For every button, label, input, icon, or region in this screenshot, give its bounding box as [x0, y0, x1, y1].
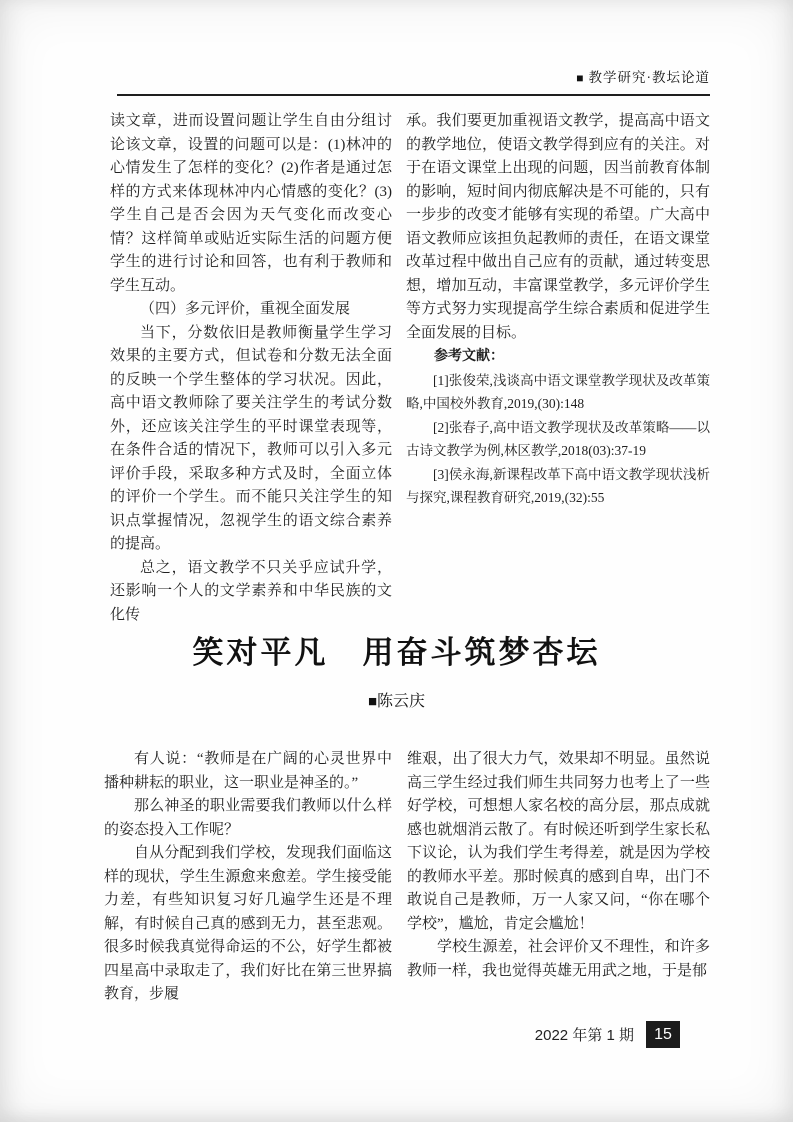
article1-body	[110, 110, 710, 627]
author-marker-square-icon: ■	[367, 694, 378, 710]
article1-paragraph: 承。我们要更加重视语文教学，提高高中语文的教学地位，使语文教学得到应有的关注。对于在语文课堂上出现的问题，因当前教育体制的影响，短时间内彻底解决是不可能的，只有一步步的改变才能够有实现的希望。广大高中语文教师应该担负起教师的责任，在语文课堂改革过程中做出自己应有的贡献，通过转变思想，增加互动，丰富课堂教学，多元评价学生等方式努力实现提高学生综合素质和促进学生全面发展的目标。	[406, 113, 710, 341]
section-label: 教学研究·教坛论道	[588, 70, 710, 85]
issue-label: 2022 年第 1 期	[534, 1027, 634, 1044]
article1-paragraph: 读文章，进而设置问题让学生自由分组讨论该文章，设置的问题可以是：(1)林冲的心情发生了怎样的变化？(2)作者是通过怎样的方式来体现林冲内心情感的变化？(3)学生自己是否会因为天气变化而改变心情？这样简单或贴近实际生活的问题方便学生的进行讨论和回答，也有利于教师和学生互动。	[110, 113, 392, 294]
page-footer	[535, 1021, 680, 1048]
article1-right-column	[406, 110, 710, 627]
article2-paragraph: 学校生源差，社会评价又不理性，和许多教师一样，我也觉得英雄无用武之地，于是郁	[407, 939, 710, 979]
article2-paragraph: 有人说：“教师是在广阔的心灵世界中播种耕耘的职业，这一职业是神圣的。”	[104, 751, 392, 791]
reference-item: [1]张俊荣,浅谈高中语文课堂教学现状及改革策略,中国校外教育,2019,(30):148	[406, 372, 710, 411]
article2-title-block	[0, 634, 793, 711]
article2-author	[0, 688, 793, 711]
article1-subheading: （四）多元评价，重视全面发展	[140, 301, 351, 317]
section-marker-square-icon: ■	[576, 71, 585, 85]
article2-left-column	[104, 748, 392, 1007]
article2-paragraph: 维艰，出了很大力气，效果却不明显。虽然说高三学生经过我们师生共同努力也考上了一些好学校，可想想人家名校的高分层，那点成就感也就烟消云散了。有时候还听到学生家长私下议论，认为我们学生考得差，就是因为学校的教师水平差。那时候真的感到自卑，出门不敢说自己是教师，万一人家又问，“你在哪个学校”，尴尬，肯定会尴尬！	[407, 751, 710, 932]
page-header	[117, 66, 710, 96]
author-name: 陈云庆	[377, 693, 426, 710]
article2-right-column	[407, 748, 710, 1007]
article2-title: 笑对平凡 用奋斗筑梦杏坛	[192, 635, 601, 670]
article2-paragraph: 自从分配到我们学校，发现我们面临这样的现状，学生生源愈来愈差。学生接受能力差，有些知识复习好几遍学生还是不理解，有时候自己真的感到无力，甚至悲观。很多时候我真觉得命运的不公，好学生都被四星高中录取走了，我们好比在第三世界搞教育，步履	[104, 845, 392, 1002]
references-heading: 参考文献：	[434, 349, 504, 364]
reference-item: [3]侯永海,新课程改革下高中语文教学现状浅析与探究,课程教育研究,2019,(32):55	[406, 466, 710, 505]
page-number-badge: 15	[646, 1021, 680, 1048]
article1-paragraph: 当下，分数依旧是教师衡量学生学习效果的主要方式，但试卷和分数无法全面的反映一个学生整体的学习状况。因此，高中语文教师除了要关注学生的考试分数外，还应该关注学生的平时课堂表现等，在条件合适的情况下，教师可以引入多元评价手段，采取多种方式及时，全面立体的评价一个学生。而不能只关注学生的知识点掌握情况，忽视学生的语文综合素养的提高。	[110, 324, 392, 552]
article1-paragraph: 总之，语文教学不只关乎应试升学，还影响一个人的文学素养和中华民族的文化传	[110, 559, 392, 623]
article2-paragraph: 那么神圣的职业需要我们教师以什么样的姿态投入工作呢？	[104, 798, 392, 838]
article2-body	[104, 748, 710, 1007]
reference-item: [2]张春子,高中语文教学现状及改革策略——以古诗文教学为例,林区教学,2018(03):37-19	[406, 419, 710, 458]
article1-left-column	[110, 110, 392, 627]
